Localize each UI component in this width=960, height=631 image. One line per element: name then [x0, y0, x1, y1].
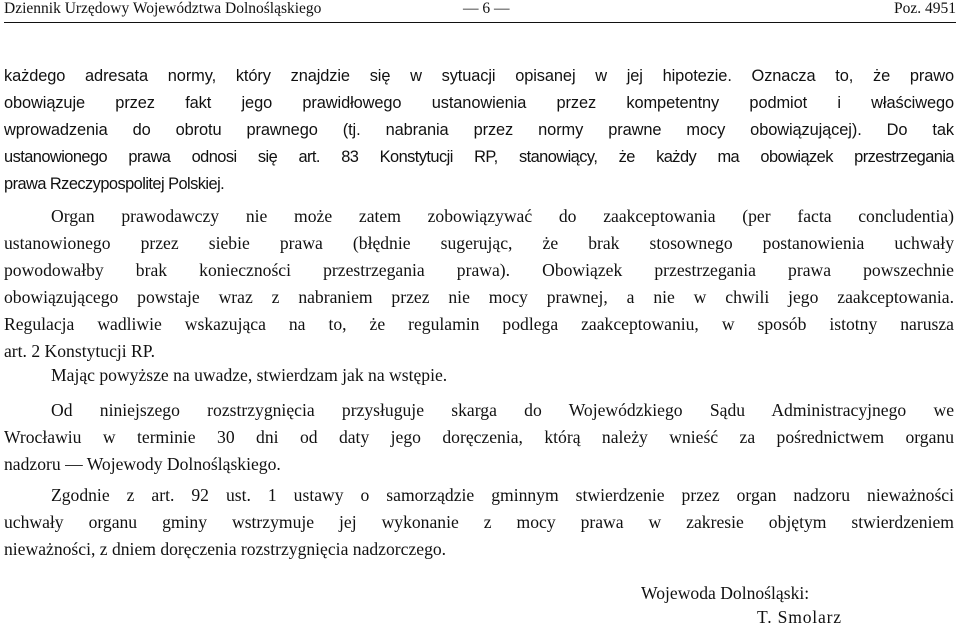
paragraph-line: Regulacja wadliwie wskazująca na to, że regulamin podlega zaakceptowaniu, w sposób istotny narusza	[4, 314, 954, 334]
paragraph-line: ustanowionego prawa odnosi się art. 83 Konstytucji RP, stanowiący, że każdy ma obowiązek przestrzegania	[4, 148, 954, 166]
paragraph-line: ustanowionego przez siebie prawa (błędnie sugerując, że brak stosownego postanowienia uchwały	[4, 233, 954, 253]
paragraph-line: nieważności, z dniem doręczenia rozstrzygnięcia nadzorczego.	[4, 539, 447, 559]
page-number: — 6 —	[463, 0, 510, 17]
paragraph-line: obowiązującego powstaje wraz z nabraniem przez nie mocy prawnej, a nie w chwili jego zaakceptowania.	[4, 287, 954, 307]
paragraph-line: Organ prawodawczy nie może zatem zobowiązywać do zaakceptowania (per facta concludentia)	[51, 206, 954, 226]
paragraph-line: Mając powyższe na uwadze, stwierdzam jak na wstępie.	[51, 365, 448, 385]
paragraph-line: uchwały organu gminy wstrzymuje jej wykonanie z mocy prawa w zakresie objętym stwierdzeniem	[4, 512, 954, 532]
paragraph-line: art. 2 Konstytucji RP.	[4, 341, 156, 361]
journal-title: Dziennik Urzędowy Województwa Dolnośląskiego	[4, 0, 322, 17]
paragraph-line: Wrocławiu w terminie 30 dni od daty jego doręczenia, którą należy wnieść za pośrednictwem organu	[4, 427, 954, 447]
paragraph-line: wprowadzenia do obrotu prawnego (tj. nabrania przez normy prawne mocy obowiązującej). Do tak	[4, 121, 954, 139]
paragraph-line: Zgodnie z art. 92 ust. 1 ustawy o samorządzie gminnym stwierdzenie przez organ nadzoru nieważności	[51, 485, 954, 505]
paragraph-line: prawa Rzeczypospolitej Polskiej.	[4, 175, 225, 193]
paragraph-line: obowiązuje przez fakt jego prawidłowego ustanowienia przez kompetentny podmiot i właściwego	[4, 94, 954, 112]
paragraph-line: każdego adresata normy, który znajdzie się w sytuacji opisanej w jej hipotezie. Oznacza to, że prawo	[4, 67, 954, 85]
paragraph-line: Od niniejszego rozstrzygnięcia przysługuje skarga do Wojewódzkiego Sądu Administracyjnego we	[51, 400, 954, 420]
paragraph-line: nadzoru — Wojewody Dolnośląskiego.	[4, 454, 281, 474]
position-number: Poz. 4951	[894, 0, 956, 17]
signature-title: Wojewoda Dolnośląski:	[641, 583, 810, 603]
running-header	[4, 0, 956, 23]
signature-name: T. Smolarz	[757, 607, 842, 627]
paragraph-line: powodowałby brak konieczności przestrzegania prawa). Obowiązek przestrzegania prawa powszechnie	[4, 260, 954, 280]
